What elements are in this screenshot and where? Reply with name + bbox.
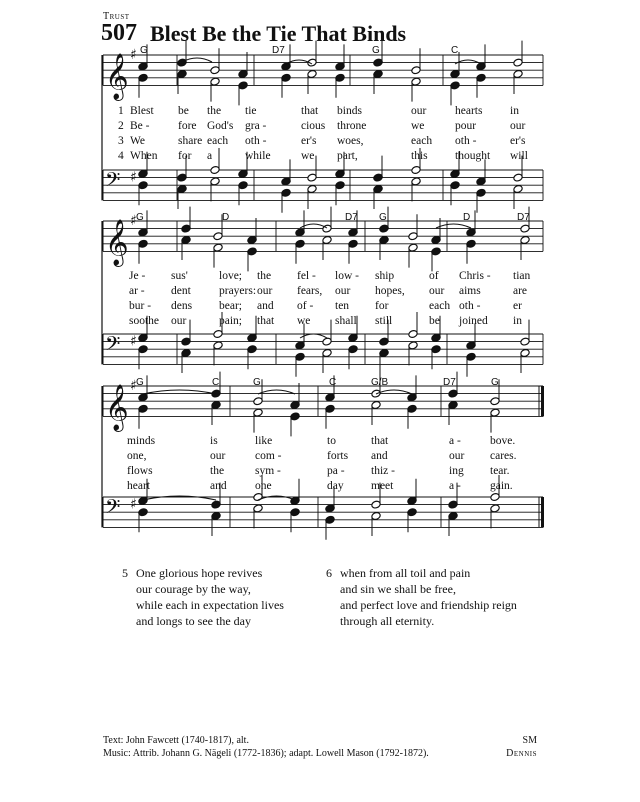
stanza-line: our courage by the way, [136,582,251,596]
lyric-syllable: aims [459,285,481,297]
lyric-syllable: will [510,150,528,162]
lyric-syllable: bur - [129,300,152,312]
stanza-5 [122,565,322,629]
lyric-syllable: We [130,135,146,147]
lyric-syllable: gra - [245,120,267,132]
lyric-syllable: dent [171,285,191,297]
lyric-syllable: soothe [129,315,160,327]
treble-clef: 𝄞 [105,384,129,431]
lyric-syllable: woes, [337,135,364,147]
chord-symbol: D7 [272,45,285,56]
chord-symbol: G [136,377,144,388]
lyric-syllable: fears, [297,285,323,297]
chord-symbol: D7 [443,377,456,388]
verse-number: 3 [118,135,124,147]
chord-symbol: D7 [517,212,530,223]
lyric-syllable: we [411,120,425,132]
lyric-syllable: prayers: [219,285,257,297]
lyric-syllable: cious [301,120,326,132]
lyric-syllable: love; [219,270,242,282]
lyric-syllable: ing [449,465,464,477]
chord-symbol: G [140,45,148,56]
lyric-syllable: Je - [129,270,146,282]
lyric-syllable: hopes, [375,285,405,297]
treble-clef: 𝄞 [105,53,129,100]
key-signature-sharp: ♯ [130,496,137,513]
stanza-line: while each in expectation lives [136,598,284,612]
lyric-syllable: ship [375,270,395,282]
tune-label: Trust [103,11,130,22]
lyric-syllable: cares. [490,450,517,462]
lyric-syllable: in [510,105,519,117]
stanza-line: through all eternity. [340,614,435,628]
lyric-syllable: thiz - [371,465,395,477]
hymn-number: 507 [101,20,137,46]
chord-symbol: C [329,377,337,388]
chord-symbol: G [491,377,499,388]
lyric-syllable: share [178,135,203,147]
text-credit: Text: John Fawcett (1740-1817), alt. [103,735,249,746]
chord-symbol: G [136,212,144,223]
lyric-syllable: while [245,150,271,162]
lyric-syllable: the [207,105,222,117]
verse-number: 4 [118,150,124,162]
slur [436,224,471,228]
lyric-syllable: our [510,120,526,132]
lyric-syllable: binds [337,105,362,117]
bass-clef: 𝄢 [105,168,121,197]
meter-info [506,734,537,760]
bass-clef: 𝄢 [105,495,121,524]
lyric-syllable: low - [335,270,359,282]
lyric-syllable: joined [459,315,488,327]
chord-symbol: D7 [345,212,358,223]
lyric-syllable: and [371,450,388,462]
key-signature-sharp: ♯ [130,333,137,350]
lyric-syllable: pa - [327,465,345,477]
lyric-syllable: Be - [130,120,150,132]
lyric-syllable: pain; [219,315,242,327]
key-signature-sharp: ♯ [130,47,137,63]
lyric-syllable: flows [127,465,153,477]
stanza-line: and longs to see the day [136,614,251,628]
verse-number: 1 [118,105,124,117]
lyric-syllable: er's [301,135,317,147]
lyric-syllable: for [178,150,192,162]
verse-number: 2 [118,120,124,132]
lyric-syllable: of - [297,300,314,312]
lyric-syllable: sus' [171,270,188,282]
lyric-syllable: tian [513,270,531,282]
final-bar-thick [541,386,544,416]
chord-symbol: C [212,377,220,388]
lyric-syllable: are [513,285,528,297]
lyric-syllable: oth - [459,300,481,312]
lyric-syllable: tie [245,105,257,117]
lyric-syllable: the [257,270,272,282]
lyric-syllable: a - [449,480,461,492]
lyric-syllable: er's [510,135,526,147]
chord-symbol: G [372,45,380,56]
lyric-syllable: dens [171,300,193,312]
lyric-syllable: our [449,450,465,462]
lyric-syllable: sym - [255,465,281,477]
lyric-syllable: throne [337,120,367,132]
credits [103,734,429,760]
tune-name: Dennis [506,748,537,759]
lyric-syllable: com - [255,450,282,462]
lyric-syllable: that [371,435,389,447]
lyric-syllable: each [207,135,229,147]
stanza-line: when from all toil and pain [340,566,471,580]
chord-symbol: D [222,212,230,223]
lyric-syllable: our [335,285,351,297]
lyric-syllable: this [411,150,428,162]
bass-clef: 𝄢 [105,332,121,361]
lyric-syllable: tear. [490,465,510,477]
lyric-syllable: part, [337,150,358,162]
lyric-syllable: still [375,315,393,327]
chord-symbol: G [253,377,261,388]
chord-symbol: G [379,212,387,223]
lyric-syllable: oth - [245,135,267,147]
lyric-syllable: like [255,435,273,447]
lyric-syllable: ten [335,300,350,312]
stanza-number: 6 [326,566,332,580]
lyric-syllable: and [257,300,274,312]
lyric-syllable: minds [127,435,156,447]
lyric-syllable: oth - [455,135,477,147]
meter: SM [522,735,537,746]
lyric-syllable: is [210,435,218,447]
lyric-syllable: Chris - [459,270,491,282]
lyric-syllable: a [207,150,213,162]
lyric-syllable: bove. [490,435,516,447]
lyric-syllable: in [513,315,522,327]
lyric-syllable: be [429,315,440,327]
lyric-syllable: each [411,135,433,147]
key-signature-sharp: ♯ [130,378,137,394]
lyric-syllable: fel - [297,270,316,282]
chord-symbol: C [451,45,459,56]
lyric-syllable: that [301,105,319,117]
lyric-syllable: Blest [130,105,154,117]
stanza-number: 5 [122,566,128,580]
stanza-line: and sin we shall be free, [340,582,456,596]
final-bar-thick [541,497,544,527]
lyric-syllable: shall [335,315,357,327]
lyric-syllable: to [327,435,336,447]
lyric-syllable: er [513,300,522,312]
stanza-line: and perfect love and friendship reign [340,598,517,612]
lyric-syllable: God's [207,120,234,132]
lyric-syllable: hearts [455,105,483,117]
stanza-line: One glorious hope revives [136,566,263,580]
lyric-syllable: one, [127,450,147,462]
lyric-syllable: of [429,270,439,282]
lyric-syllable: When [130,150,158,162]
lyric-syllable: be [178,105,189,117]
lyric-syllable: we [297,315,311,327]
lyric-syllable: meet [371,480,394,492]
lyric-syllable: day [327,480,344,492]
chord-symbol: D [463,212,471,223]
lyric-syllable: our [429,285,445,297]
music-credit: Music: Attrib. Johann G. Nägeli (1772-1836); adapt. Lowell Mason (1792-1872). [103,748,429,759]
key-signature-sharp: ♯ [130,169,137,186]
lyric-syllable: our [257,285,273,297]
lyric-syllable: the [210,465,225,477]
lyric-syllable: gain. [490,480,513,492]
chord-symbol: G/B [371,377,389,388]
lyric-syllable: bear; [219,300,242,312]
lyric-syllable: that [257,315,275,327]
hymn-title: Blest Be the Tie That Binds [150,21,407,46]
lyric-syllable: our [171,315,187,327]
lyric-syllable: heart [127,480,150,492]
lyric-syllable: thought [455,150,491,162]
lyric-syllable: ar - [129,285,145,297]
stanza-6 [326,565,546,629]
lyric-syllable: pour [455,120,477,132]
lyric-syllable: our [411,105,427,117]
lyric-syllable: each [429,300,451,312]
lyric-syllable: and [210,480,227,492]
lyric-syllable: we [301,150,315,162]
key-signature-sharp: ♯ [130,213,137,229]
lyric-syllable: for [375,300,389,312]
lyric-syllable: one [255,480,272,492]
lyric-syllable: forts [327,450,349,462]
treble-clef: 𝄞 [105,219,129,266]
lyric-syllable: a - [449,435,461,447]
lyric-syllable: our [210,450,226,462]
lyric-syllable: fore [178,120,197,132]
